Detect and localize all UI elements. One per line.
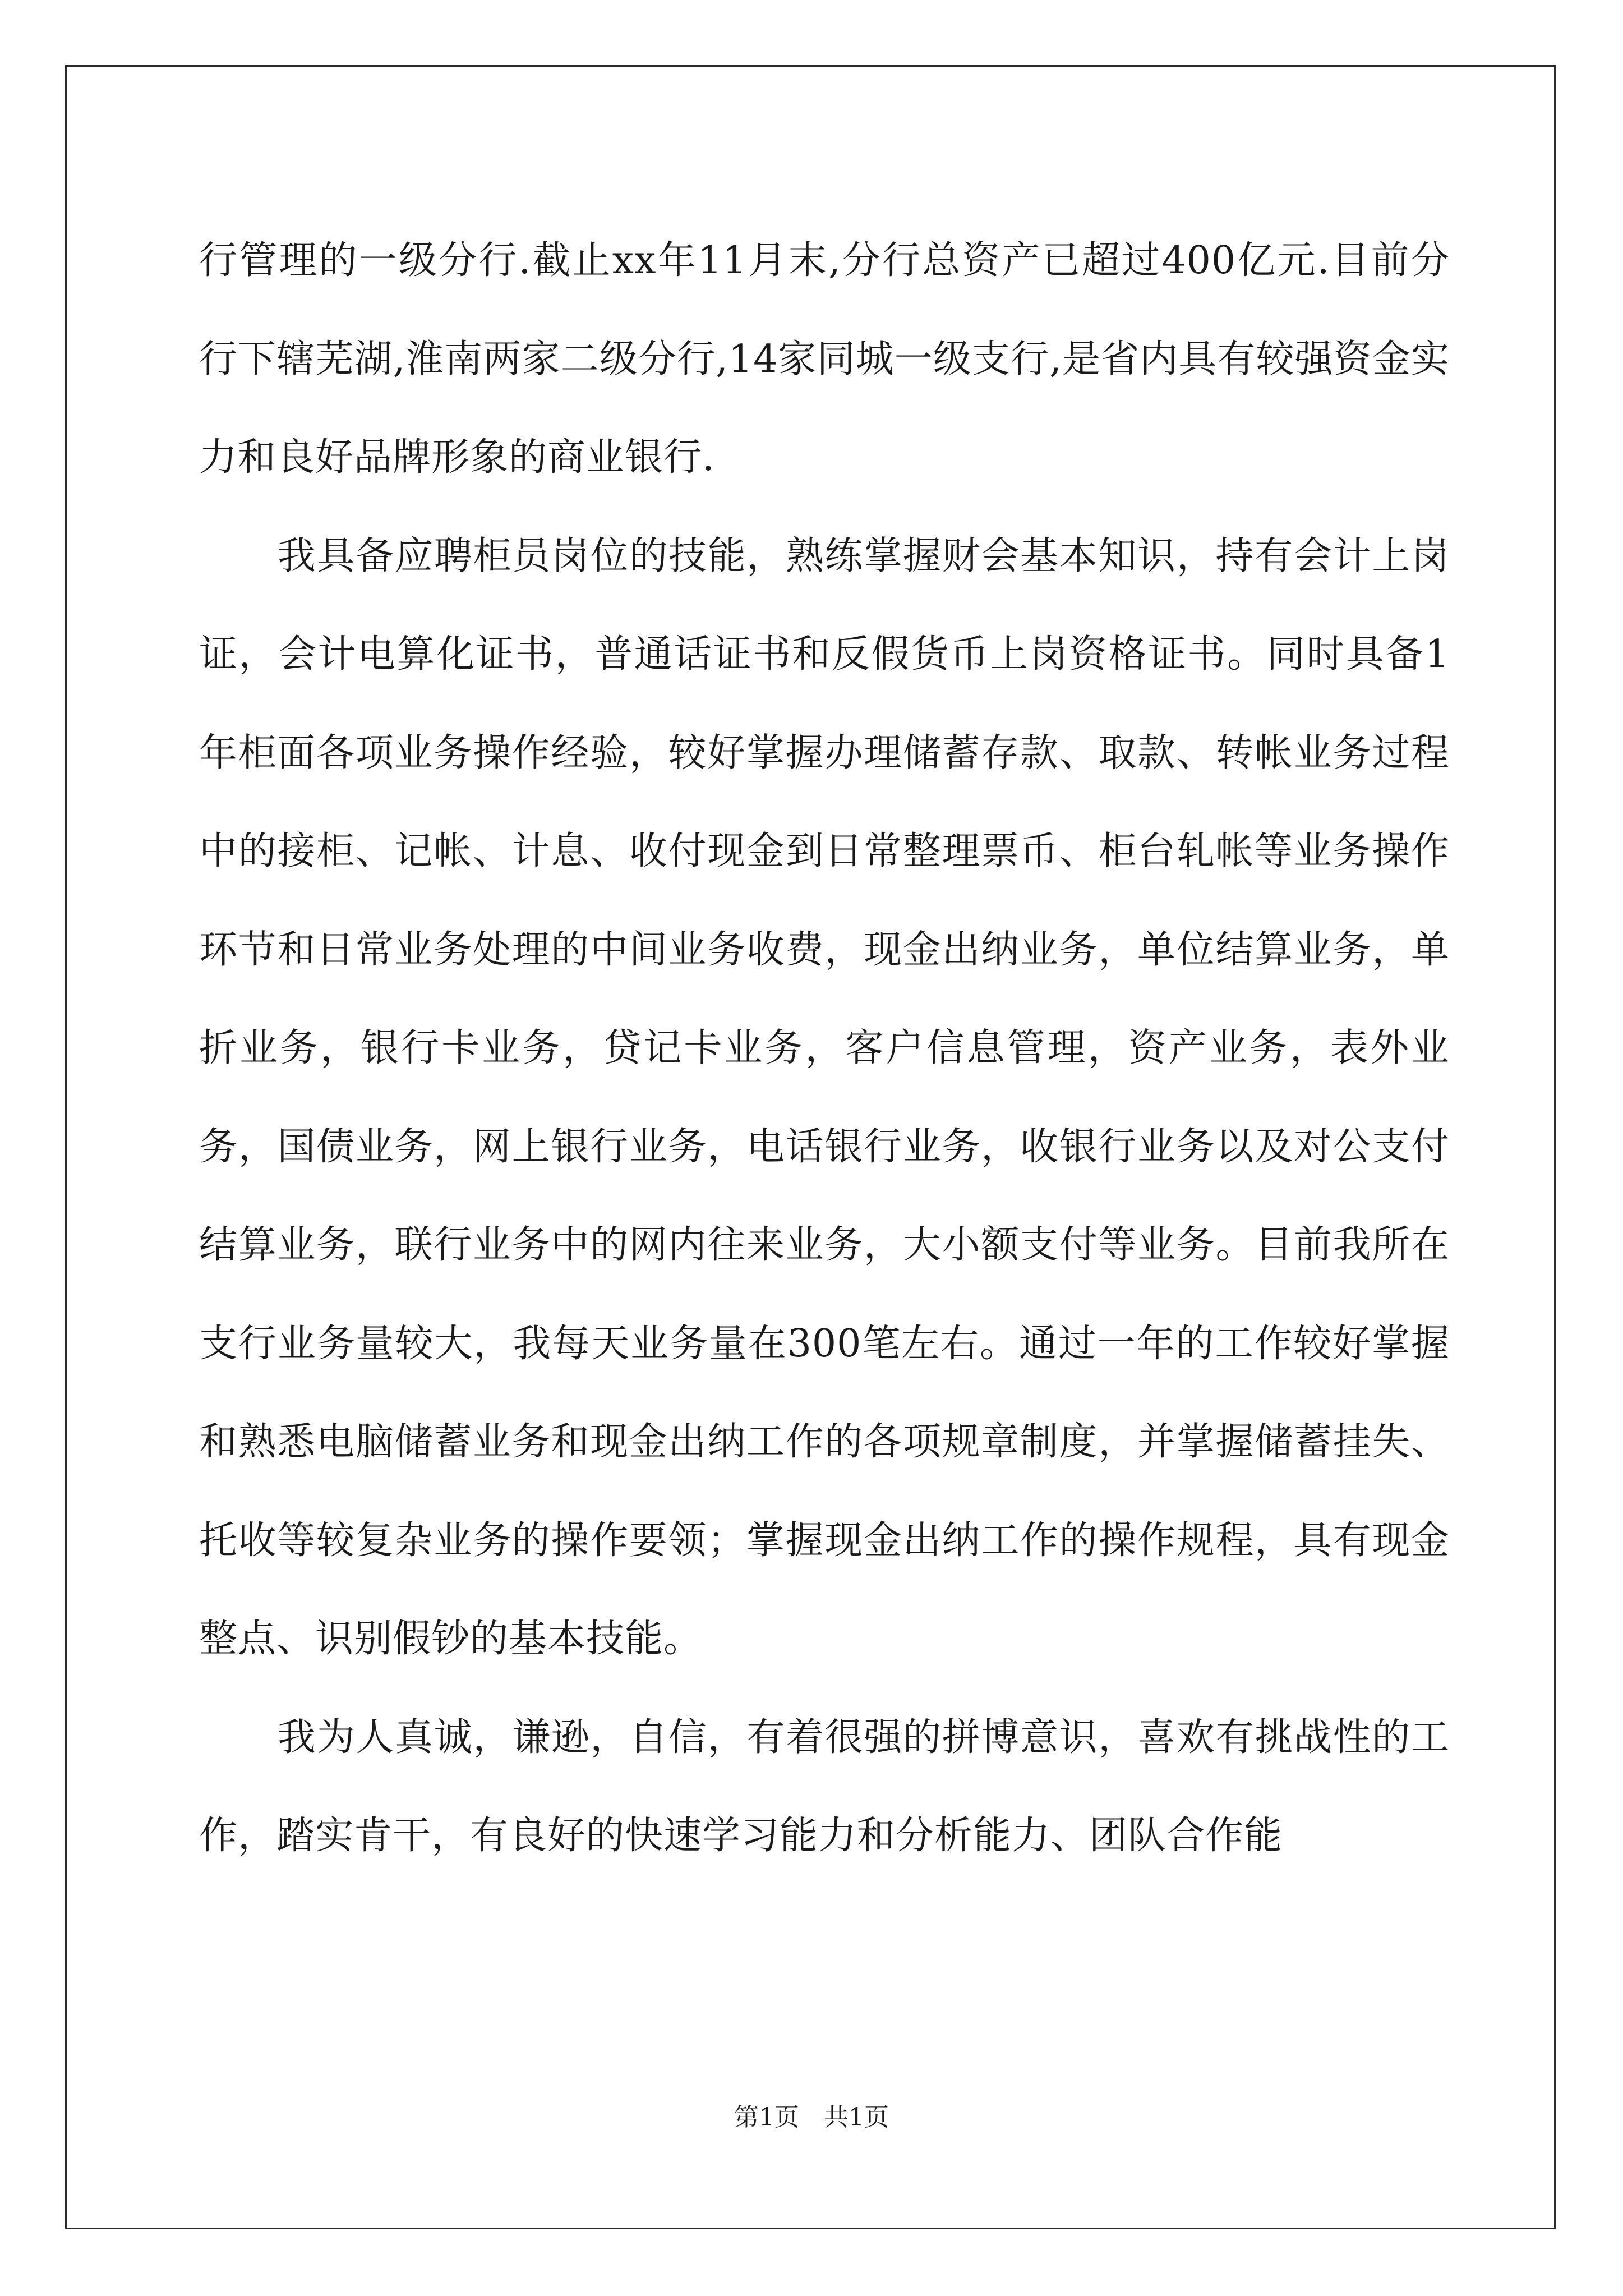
paragraph-skills: 我具备应聘柜员岗位的技能，熟练掌握财会基本知识，持有会计上岗证，会计电算化证书，普通话证书和反假货币上岗资格证书。同时具备1年柜面各项业务操作经验，较好掌握办理储蓄存款、取款、转帐业务过程中的接柜、记帐、计息、收付现金到日常整理票币、柜台轧帐等业务操作环节和日常业务处理的中间业务收费，现金出纳业务，单位结算业务，单折业务，银行卡业务，贷记卡业务，客户信息管理，资产业务，表外业务，国债业务，网上银行业务，电话银行业务，收银行业务以及对公支付结算业务，联行业务中的网内往来业务，大小额支付等业务。目前我所在支行业务量较大，我每天业务量在300笔左右。通过一年的工作较好掌握和熟悉电脑储蓄业务和现金出纳工作的各项规章制度，并掌握储蓄挂失、托收等较复杂业务的操作要领；掌握现金出纳工作的操作规程，具有现金整点、识别假钞的基本技能。 xyxy=(199,533,1450,1661)
paragraph-personality: 我为人真诚，谦逊，自信，有着很强的拼博意识，喜欢有挑战性的工作，踏实肯干，有良好的快速学习能力和分析能力、团队合作能 xyxy=(199,1715,1450,1858)
page-number-footer: 第1页 共1页 xyxy=(734,2103,889,2132)
paragraph-bank-intro: 行管理的一级分行.截止xx年11月末,分行总资产已超过400亿元.目前分行下辖芜湖,淮南两家二级分行,14家同城一级支行,是省内具有较强资金实力和良好品牌形象的商业银行. xyxy=(199,238,1450,480)
document-body xyxy=(199,211,1450,1885)
